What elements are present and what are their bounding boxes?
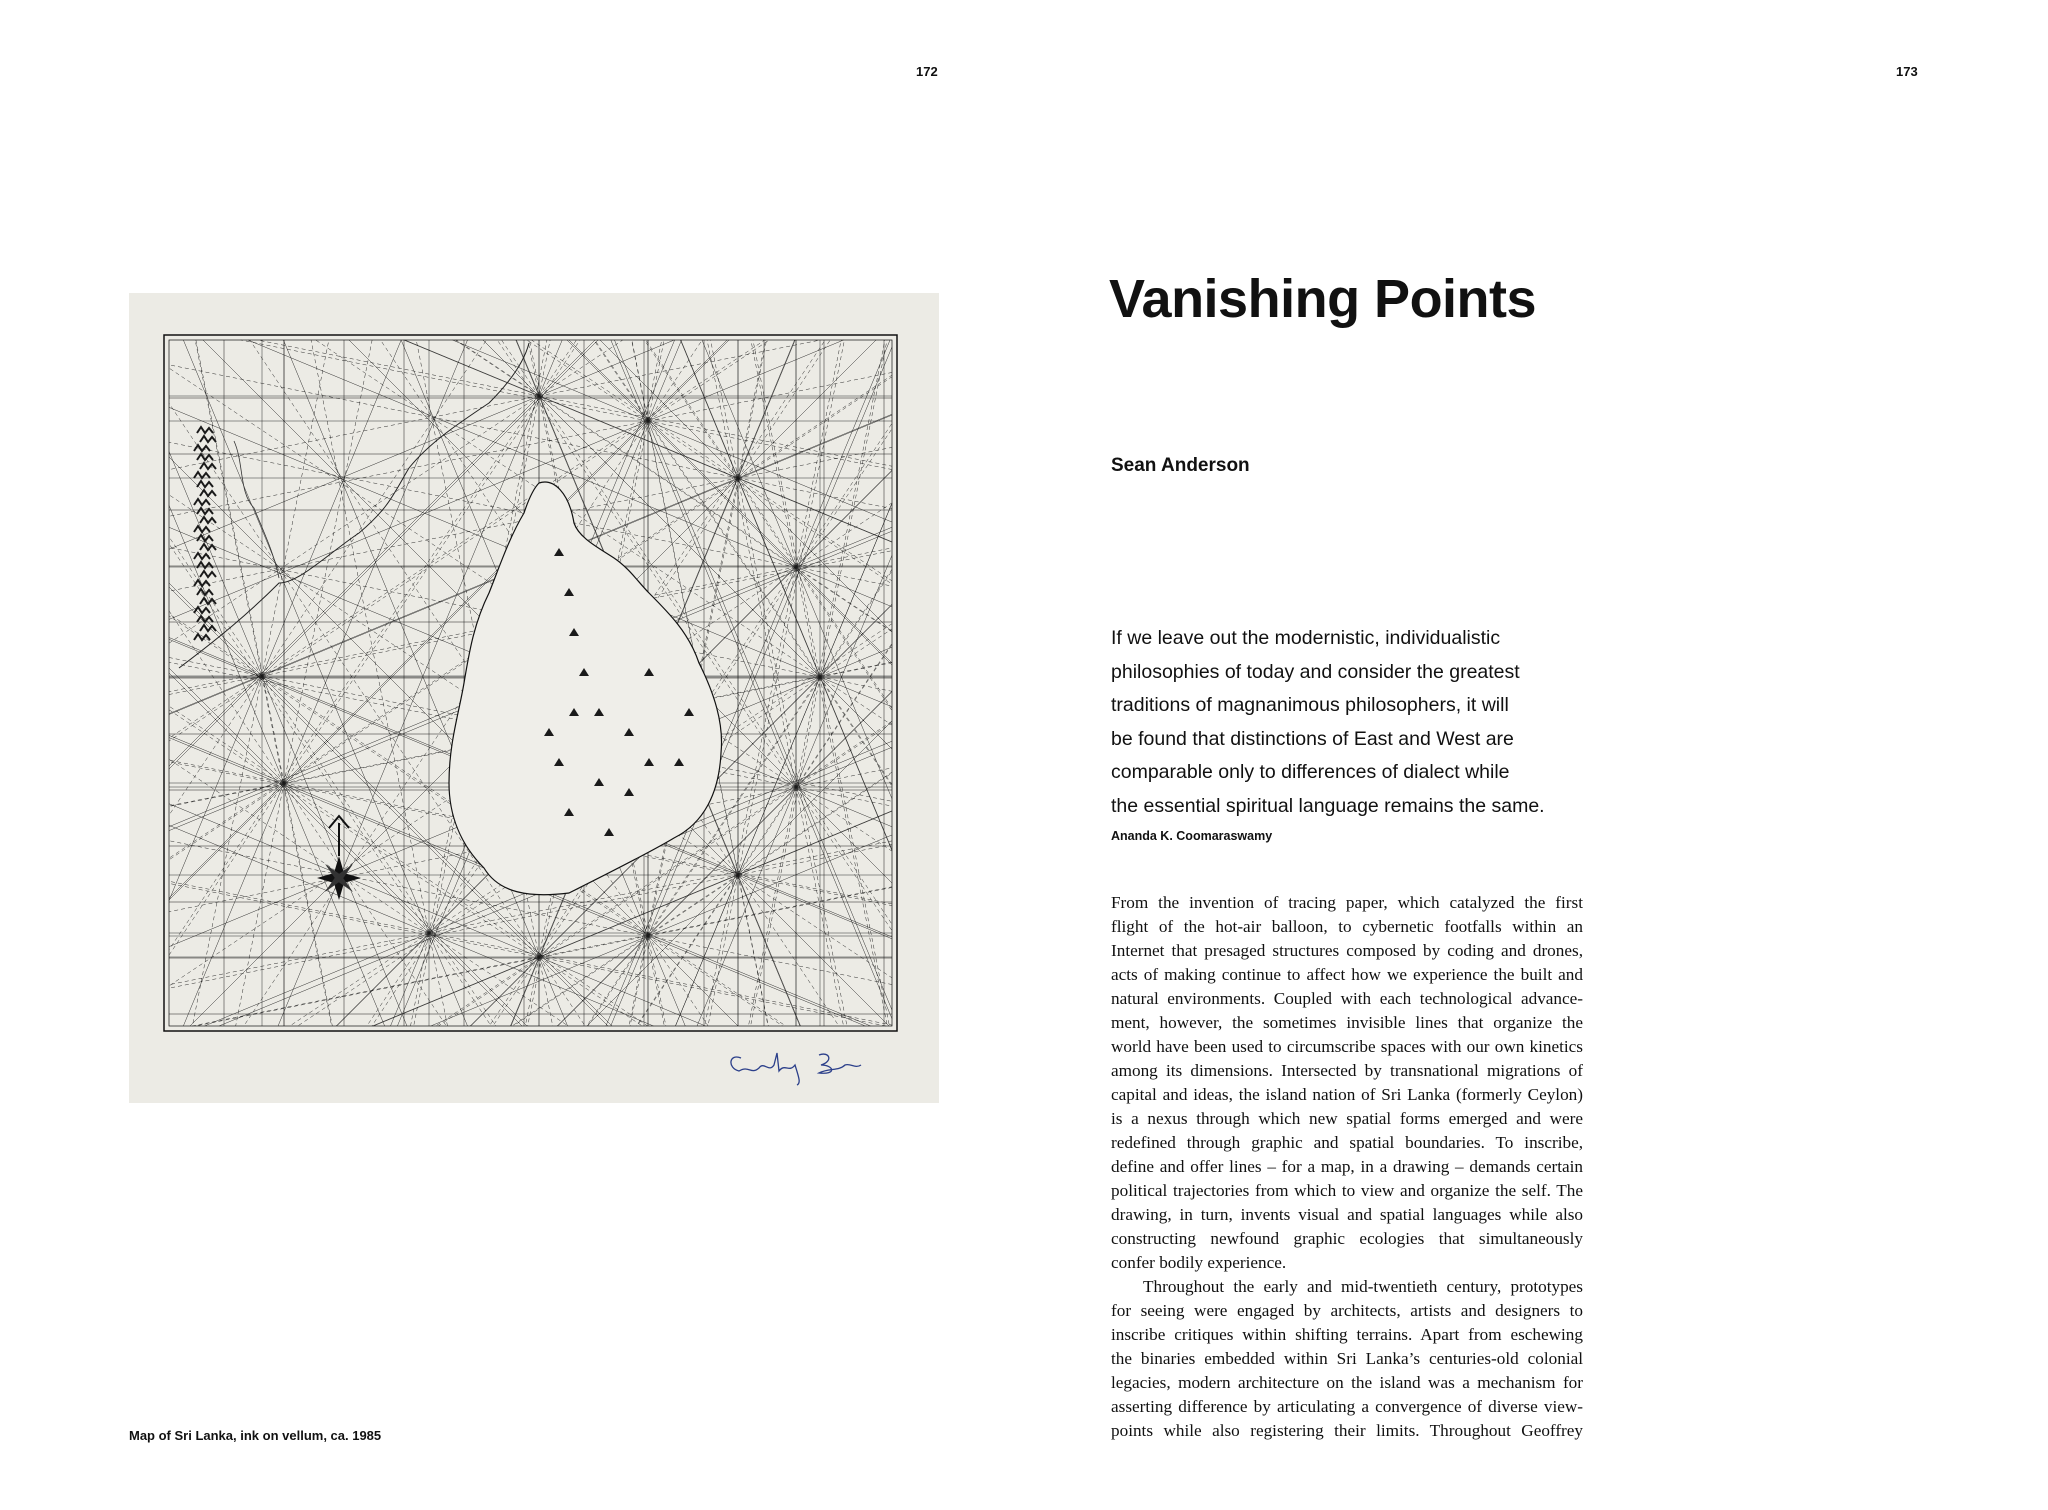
rhumb-line xyxy=(796,340,890,567)
rhumb-line xyxy=(169,676,262,769)
rhumb-line xyxy=(820,663,892,677)
rhumb-line xyxy=(796,340,885,787)
rhumb-line xyxy=(262,676,407,1026)
article-author: Sean Anderson xyxy=(1111,455,1250,476)
rhumb-line xyxy=(569,340,796,567)
rhumb-line xyxy=(738,875,892,939)
rhumb-line xyxy=(204,933,429,1026)
compass-rose-icon xyxy=(317,816,361,900)
rhumb-line xyxy=(196,340,284,783)
body-line: for seeing were engaged by architects, artists and designers to xyxy=(1111,1301,1583,1320)
body-line: among its dimensions. Intersected by transnational migrations of xyxy=(1111,1061,1583,1080)
rhumb-line xyxy=(169,933,429,985)
body-text xyxy=(1111,891,1583,1443)
rhumb-line xyxy=(820,677,892,691)
body-line: the binaries embedded within Sri Lanka’s centuries-old colonial xyxy=(1111,1349,1583,1368)
mountain-mark xyxy=(194,634,210,640)
rhumb-line xyxy=(738,478,892,632)
mountain-mark xyxy=(194,472,210,478)
rhumb-line xyxy=(169,396,539,549)
rhumb-line xyxy=(753,340,820,677)
epigraph-line: philosophies of today and consider the greatest xyxy=(1111,660,1520,683)
rhumb-line xyxy=(796,723,892,787)
mountain-mark xyxy=(197,427,213,433)
body-line: acts of making continue to affect how we experience the built and xyxy=(1111,965,1583,984)
rhumb-line xyxy=(738,875,801,1026)
rhumb-line xyxy=(336,933,429,1026)
body-line: confer bodily experience. xyxy=(1111,1253,1287,1272)
rhumb-line xyxy=(262,340,401,676)
epigraph-line: the essential spiritual language remains the same. xyxy=(1111,794,1545,817)
rhumb-line xyxy=(738,875,892,906)
rhumb-line xyxy=(169,478,738,591)
rhumb-line xyxy=(284,340,372,783)
rhumb-line xyxy=(614,340,648,421)
rhumb-line xyxy=(539,957,608,1026)
rhumb-line xyxy=(707,340,796,787)
rhumb-line xyxy=(525,957,539,1026)
rhumb-line xyxy=(796,527,892,567)
rhumb-line xyxy=(796,340,841,567)
rhumb-line xyxy=(284,783,385,1026)
india-coastline xyxy=(179,343,529,668)
rhumb-line xyxy=(169,783,284,898)
rhumb-line xyxy=(648,936,685,1026)
epigraph-line: If we leave out the modernistic, individualistic xyxy=(1111,627,1501,649)
rhumb-line xyxy=(183,783,284,1026)
rhumb-line xyxy=(820,605,892,677)
rhumb-line xyxy=(796,567,892,663)
rhumb-line xyxy=(169,442,796,567)
rhumb-line xyxy=(192,676,262,1026)
rhumb-line xyxy=(367,933,429,1026)
mountain-mark xyxy=(200,571,216,577)
body-line: flight of the hot-air balloon, to cybernetic footfalls within an xyxy=(1111,917,1583,936)
body-line: constructing newfound graphic ecologies that simultaneously xyxy=(1111,1229,1583,1248)
rhumb-line xyxy=(648,936,738,1026)
rhumb-line xyxy=(680,340,820,677)
rhumb-line xyxy=(169,676,262,901)
rhumb-line xyxy=(594,340,648,421)
rhumb-line xyxy=(648,936,865,1026)
rhumb-line xyxy=(820,569,892,677)
rhumb-line xyxy=(429,933,892,1025)
map-drawing xyxy=(129,293,939,1103)
rhumb-line xyxy=(262,340,329,676)
map-figure xyxy=(129,293,939,1103)
body-line: From the invention of tracing paper, which catalyzed the first xyxy=(1111,893,1583,912)
rhumb-line xyxy=(539,340,674,396)
body-line: legacies, modern architecture on the island was a mechanism for xyxy=(1111,1373,1583,1392)
body-line: asserting difference by articulating a convergence of diverse view- xyxy=(1111,1397,1583,1416)
body-line: Internet that presaged structures composed by coding and drones, xyxy=(1111,941,1583,960)
mountain-mark xyxy=(200,544,216,550)
rhumb-line xyxy=(169,451,262,676)
page-number-right: 173 xyxy=(1896,64,1918,79)
rhumb-line xyxy=(431,936,648,1026)
rhumb-line xyxy=(648,340,682,421)
rhumb-line xyxy=(567,340,648,421)
mountain-mark xyxy=(200,490,216,496)
rhumb-line xyxy=(648,340,729,421)
epigraph xyxy=(1111,622,1631,824)
rhumb-line xyxy=(751,677,820,1026)
rhumb-line xyxy=(169,760,284,783)
rhumb-line xyxy=(611,936,648,1026)
body-line: Throughout the early and mid-twentieth century, prototypes xyxy=(1143,1277,1583,1296)
body-line: inscribe critiques within shifting terrains. Apart from eschewing xyxy=(1111,1325,1583,1344)
body-line: political trajectories from which to view and organize the self. The xyxy=(1111,1181,1583,1200)
mountain-mark xyxy=(200,436,216,442)
rhumb-line xyxy=(796,471,892,567)
rhumb-line xyxy=(284,783,446,1026)
rhumb-line xyxy=(169,637,262,676)
ghats-marks xyxy=(194,427,216,640)
page-number-left: 172 xyxy=(916,64,938,79)
rhumb-line xyxy=(738,447,892,478)
sri-lanka-island xyxy=(449,482,722,895)
rhumb-line xyxy=(539,396,892,542)
epigraph-attribution: Ananda K. Coomaraswamy xyxy=(1111,829,1273,843)
rhumb-line xyxy=(796,567,892,631)
india-river xyxy=(234,441,279,578)
rhumb-line xyxy=(648,421,892,665)
body-line: ment, however, the sometimes invisible lines that organize the xyxy=(1111,1013,1583,1032)
mountain-mark xyxy=(194,580,210,586)
body-line: is a nexus through which new spatial forms emerged and were xyxy=(1111,1109,1583,1128)
mountain-mark xyxy=(200,517,216,523)
body-line: redefined through graphic and spatial boundaries. To inscribe, xyxy=(1111,1133,1583,1152)
body-line: define and offer lines – for a map, in a drawing – demands certain xyxy=(1111,1157,1583,1176)
rhumb-line xyxy=(796,787,892,827)
rhumb-line xyxy=(648,340,844,421)
body-line: drawing, in turn, invents visual and spatial languages while also xyxy=(1111,1205,1583,1224)
rhumb-line xyxy=(539,957,886,1026)
rhumb-line xyxy=(196,936,648,1026)
body-line: points while also registering their limits. Throughout Geoffrey xyxy=(1111,1421,1583,1440)
epigraph-line: traditions of magnanimous philosophers, it will xyxy=(1111,694,1509,717)
epigraph-line: be found that distinctions of East and West are xyxy=(1111,727,1514,750)
rhumb-line xyxy=(820,677,892,785)
rhumb-line xyxy=(600,340,738,478)
rhumb-line xyxy=(738,340,876,478)
mountain-mark xyxy=(200,463,216,469)
mountain-mark xyxy=(200,598,216,604)
mountain-mark xyxy=(194,499,210,505)
mountain-mark xyxy=(197,454,213,460)
rhumb-line xyxy=(241,340,648,421)
rhumb-line xyxy=(796,567,892,799)
rhumb-line xyxy=(169,505,284,783)
rhumb-line xyxy=(708,875,738,1026)
rhumb-line xyxy=(697,787,796,1026)
rhumb-line xyxy=(751,340,796,567)
rhumb-line xyxy=(456,340,796,567)
rhumb-line xyxy=(675,875,738,1026)
rhumb-line xyxy=(284,340,467,783)
rhumb-line xyxy=(648,340,702,421)
body-line: natural environments. Coupled with each technological advance- xyxy=(1111,989,1583,1008)
mountain-mark xyxy=(194,445,210,451)
rhumb-line xyxy=(169,883,539,957)
rhumb-line xyxy=(262,340,487,676)
rhumb-line xyxy=(429,933,654,1026)
rhumb-line xyxy=(738,721,892,875)
rhumb-line xyxy=(452,340,648,421)
rhumb-line xyxy=(796,555,892,787)
rhumb-line xyxy=(404,340,539,396)
rhumb-line xyxy=(539,957,553,1026)
rhumb-line xyxy=(558,936,648,1026)
rhumb-line xyxy=(262,676,332,1026)
rhumb-line xyxy=(796,567,892,607)
figure-caption: Map of Sri Lanka, ink on vellum, ca. 1985 xyxy=(129,1428,382,1443)
rhumb-line xyxy=(648,340,769,421)
signature xyxy=(731,1053,861,1085)
rhumb-line xyxy=(183,340,429,933)
rhumb-line xyxy=(738,414,892,478)
mountain-mark xyxy=(197,481,213,487)
rhumb-line xyxy=(169,735,284,783)
rhumb-line xyxy=(169,668,284,783)
rhumb-line xyxy=(820,677,892,749)
rhumb-line xyxy=(429,933,491,1026)
rhumb-line xyxy=(539,957,706,1026)
rhumb-line xyxy=(169,365,738,478)
article-title: Vanishing Points xyxy=(1109,269,1537,329)
rhumb-line xyxy=(796,691,892,787)
mountain-mark xyxy=(194,607,210,613)
epigraph-line: comparable only to differences of dialect while xyxy=(1111,761,1510,784)
rhumb-line xyxy=(648,421,892,584)
body-line: world have been used to circumscribe spaces with our own kinetics xyxy=(1111,1037,1583,1056)
rhumb-line xyxy=(738,875,889,1026)
body-line: capital and ideas, the island nation of Sri Lanka (formerly Ceylon) xyxy=(1111,1085,1583,1104)
rhumb-line xyxy=(681,340,738,478)
mountain-mark xyxy=(194,526,210,532)
